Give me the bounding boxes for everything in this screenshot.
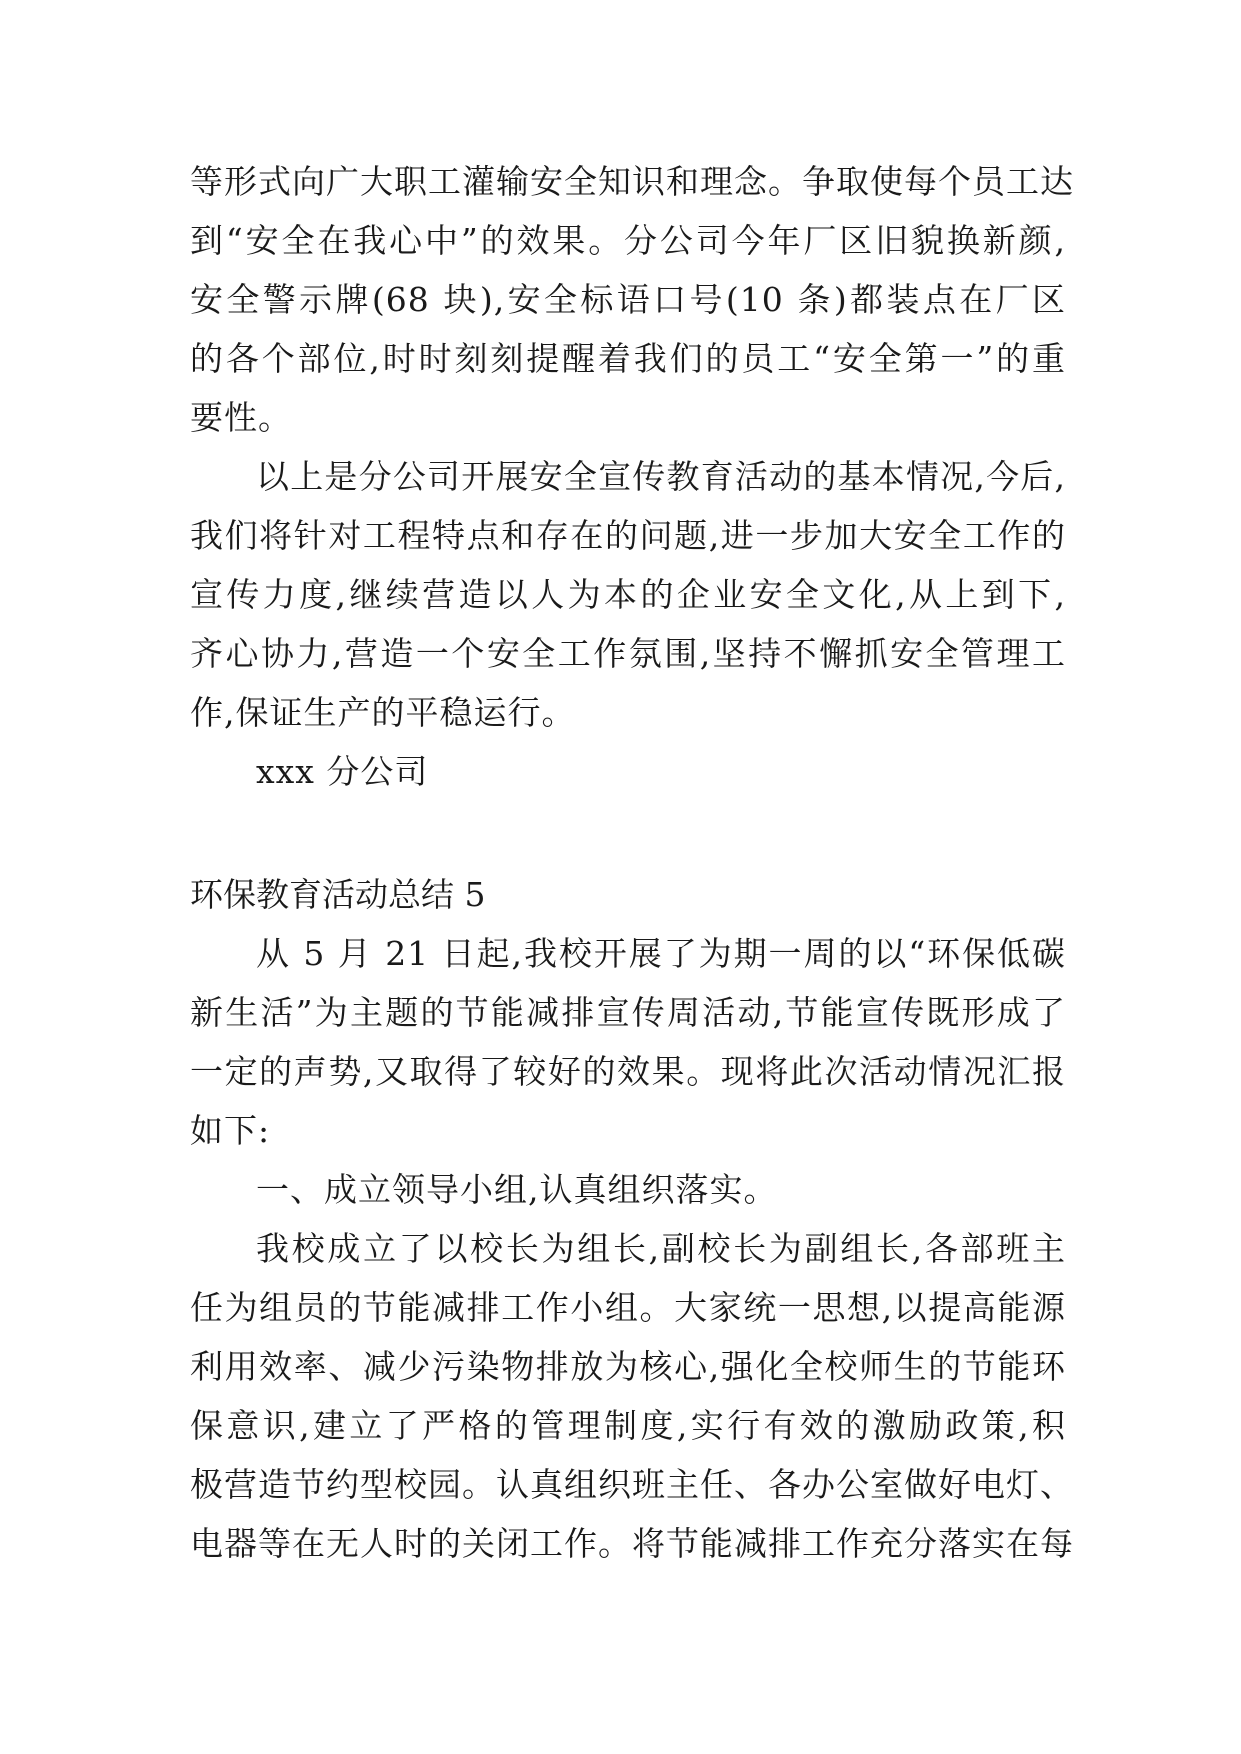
text-line: 要性。 — [190, 398, 292, 437]
paragraph-leadership-group — [190, 1219, 1074, 1573]
text-line: 齐心协力,营造一个安全工作氛围,坚持不懈抓安全管理工 — [190, 634, 1066, 673]
text-line: 到“安全在我心中”的效果。分公司今年厂区旧貌换新颜, — [190, 221, 1066, 260]
text-line: 新生活”为主题的节能减排宣传周活动,节能宣传既形成了 — [190, 993, 1066, 1032]
text-line: 作,保证生产的平稳运行。 — [190, 693, 576, 732]
subheading: 一、成立领导小组,认真组织落实。 — [256, 1170, 778, 1209]
text-line: 等形式向广大职工灌输安全知识和理念。争取使每个员工达 — [190, 162, 1074, 201]
section-title: 环保教育活动总结 5 — [190, 875, 486, 914]
text-line: 一定的声势,又取得了较好的效果。现将此次活动情况汇报 — [190, 1052, 1066, 1091]
text-line: 从 5 月 21 日起,我校开展了为期一周的以“环保低碳 — [256, 934, 1066, 973]
text-line: 保意识,建立了严格的管理制度,实行有效的激励政策,积 — [190, 1406, 1066, 1445]
text-line: 电器等在无人时的关闭工作。将节能减排工作充分落实在每 — [190, 1524, 1074, 1563]
paragraph-safety-awareness — [190, 152, 1074, 447]
text-line: 的各个部位,时时刻刻提醒着我们的员工“安全第一”的重 — [190, 339, 1066, 378]
paragraph-summary — [190, 447, 1066, 742]
text-line: 如下: — [190, 1111, 271, 1150]
spacer — [190, 801, 1066, 865]
text-line: 安全警示牌(68 块),安全标语口号(10 条)都装点在厂区 — [190, 280, 1066, 319]
document-page — [190, 152, 1074, 1573]
text-line: 利用效率、减少污染物排放为核心,强化全校师生的节能环 — [190, 1347, 1066, 1386]
text-line: 我校成立了以校长为组长,副校长为副组长,各部班主 — [256, 1229, 1066, 1268]
signature: xxx 分公司 — [256, 752, 429, 791]
paragraph-intro — [190, 924, 1066, 1160]
text-line: 极营造节约型校园。认真组织班主任、各办公室做好电灯、 — [190, 1465, 1074, 1504]
text-line: 以上是分公司开展安全宣传教育活动的基本情况,今后, — [256, 457, 1066, 496]
text-line: 我们将针对工程特点和存在的问题,进一步加大安全工作的 — [190, 516, 1066, 555]
text-line: 宣传力度,继续营造以人为本的企业安全文化,从上到下, — [190, 575, 1066, 614]
text-line: 任为组员的节能减排工作小组。大家统一思想,以提高能源 — [190, 1288, 1066, 1327]
